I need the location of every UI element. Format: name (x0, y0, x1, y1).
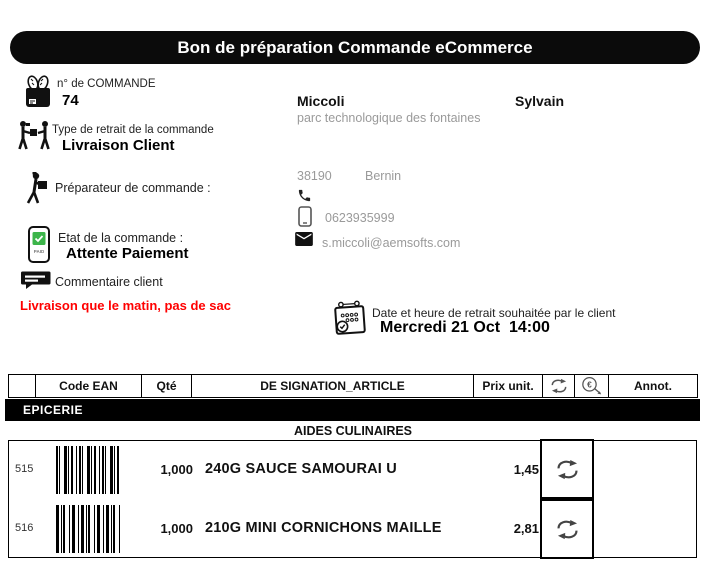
delivery-person-icon (24, 171, 52, 211)
pickup-date-label: Date et heure de retrait souhaitée par le client (372, 306, 616, 320)
header-designation: DE SIGNATION_ARTICLE (192, 375, 474, 397)
items-table-header (8, 374, 698, 398)
annotation-cell (597, 500, 697, 559)
row-quantity: 1,000 (160, 521, 193, 536)
order-state-label: Etat de la commande : (58, 231, 184, 245)
svg-text:PAID: PAID (33, 249, 45, 254)
order-number-label: n° de COMMANDE (57, 78, 156, 90)
telephone-handset-icon (297, 188, 312, 203)
phone-paid-icon (28, 226, 50, 263)
swap-arrows-icon (540, 439, 594, 499)
row-quantity: 1,000 (160, 462, 193, 477)
svg-text:€: € (586, 379, 592, 390)
customer-city: Bernin (365, 169, 402, 183)
header-qty: Qté (142, 375, 192, 397)
customer-address: parc technologique des fontaines (297, 111, 481, 125)
category-bar: EPICERIE (5, 399, 700, 421)
items-table-body (8, 440, 697, 558)
envelope-icon (295, 232, 313, 246)
preparer-label: Préparateur de commande : (55, 181, 211, 195)
swap-arrows-icon (540, 499, 594, 559)
customer-comment-value: Livraison que le matin, pas de sac (20, 298, 231, 313)
document-title: Bon de préparation Commande eCommerce (10, 31, 700, 64)
row-unit-price: 1,45 (513, 462, 539, 477)
barcode (56, 446, 122, 494)
handover-icon (16, 119, 52, 153)
customer-email: s.miccoli@aemsofts.com (322, 236, 461, 250)
header-code-ean: Code EAN (36, 375, 142, 397)
customer-first-name: Sylvain (515, 93, 565, 109)
order-number-value: 74 (62, 92, 79, 109)
retrieval-type-value: Livraison Client (62, 137, 175, 154)
row-designation: 210G MINI CORNICHONS MAILLE (205, 520, 442, 536)
customer-postal-code: 38190 (297, 169, 332, 183)
annotation-cell (597, 441, 697, 500)
pickup-date-value: Mercredi 21 Oct 14:00 (380, 319, 550, 336)
grocery-bag-icon (22, 75, 54, 109)
euro-coin-icon (575, 375, 609, 397)
row-designation: 240G SAUCE SAMOURAI U (205, 461, 397, 477)
customer-comment-label: Commentaire client (55, 275, 163, 289)
retrieval-type-label: Type de retrait de la commande (52, 124, 214, 136)
order-state-value: Attente Paiement (66, 245, 189, 262)
swap-arrows-icon (543, 375, 575, 397)
header-unit-price: Prix unit. (474, 375, 543, 397)
customer-mobile: 0623935999 (325, 211, 395, 225)
row-unit-price: 2,81 (513, 521, 539, 536)
mobile-phone-icon (298, 206, 312, 227)
comment-icon (20, 271, 52, 290)
header-annot: Annot. (634, 379, 672, 393)
row-line-number: 516 (15, 522, 34, 534)
barcode (56, 505, 122, 553)
calendar-icon (333, 300, 367, 337)
customer-last-name: Miccoli (297, 93, 345, 109)
row-line-number: 515 (15, 463, 34, 475)
header-line-cell (9, 375, 36, 397)
subcategory-title: AIDES CULINAIRES (293, 424, 413, 438)
